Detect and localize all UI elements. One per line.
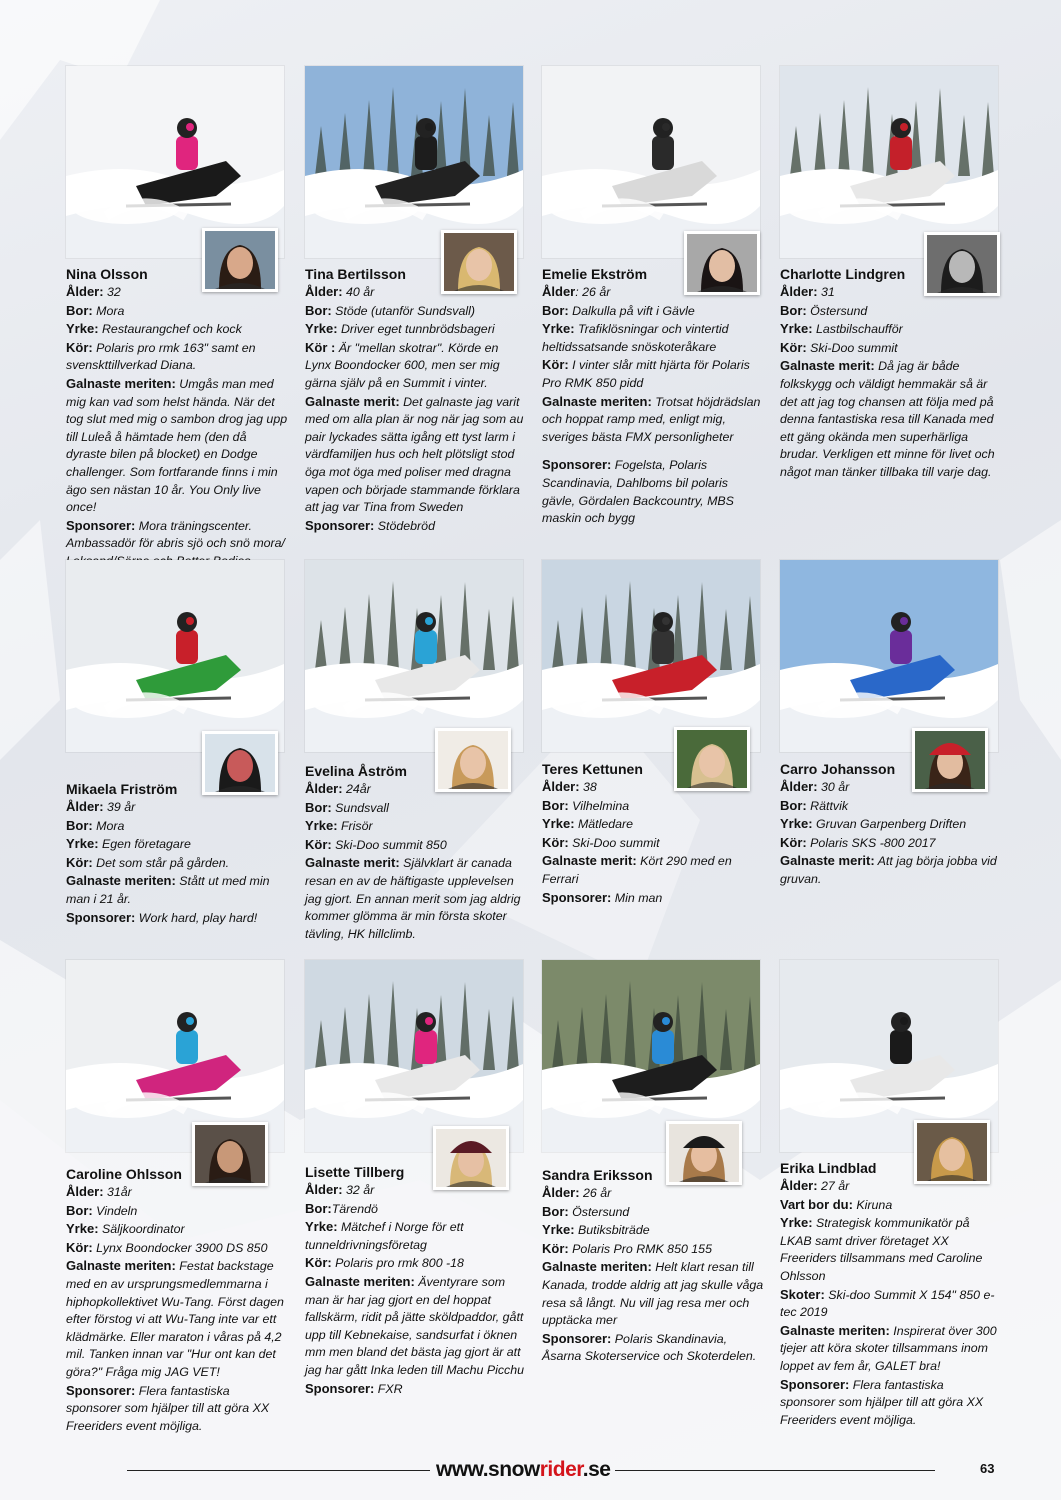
field-value: 40 år xyxy=(342,285,375,299)
field-value: 24år xyxy=(342,782,371,796)
field-label: Sponsorer: xyxy=(66,1382,136,1398)
field-value: Att jag börja jobba vid gruvan. xyxy=(780,854,997,886)
profile-field xyxy=(66,339,288,375)
field-value: Work hard, play hard! xyxy=(135,910,258,925)
profile-field xyxy=(780,339,1002,358)
field-value: Mora xyxy=(92,303,125,318)
profile-field xyxy=(66,1183,288,1202)
profile-field xyxy=(780,302,1002,321)
profile-field xyxy=(305,1273,527,1380)
field-label: Bor: xyxy=(66,1202,93,1218)
field-label: Kör: xyxy=(66,1239,93,1255)
field-label: Yrke: xyxy=(542,1222,575,1238)
field-label: Kör: xyxy=(66,854,93,870)
field-value: Mora träningscenter. Ambassadör för abris sjö och snö mora/ xyxy=(66,518,285,551)
field-value: Stöde (utanför Sundsvall) xyxy=(331,303,475,318)
field-value: Stödebröd xyxy=(374,518,435,533)
field-label: Ålder: xyxy=(780,1178,818,1193)
page-number: 63 xyxy=(980,1461,995,1476)
profile-field xyxy=(305,836,527,855)
profile-name: Charlotte Lindgren xyxy=(780,266,906,282)
field-label: Galnaste merit: xyxy=(305,393,400,409)
field-value: Polaris pro rmk 163" samt en svenskttillverkad Diana. xyxy=(66,340,256,373)
profile-info xyxy=(780,1159,1002,1429)
field-label: Galnaste merit: xyxy=(780,358,875,374)
profile-name: Evelina Åström xyxy=(305,763,407,779)
field-value: Min man xyxy=(611,890,663,905)
field-label: Kör: xyxy=(542,1240,569,1256)
profile-field xyxy=(66,320,288,339)
field-value: Fogelsta, Polaris Scandinavia, Dahlboms bil polaris gävle, Gördalen Backcountry, MBS maskin och bygg xyxy=(542,458,734,526)
field-value: Lastbilschaufför xyxy=(812,322,903,337)
profile-info xyxy=(542,265,764,528)
profile-field xyxy=(542,302,764,321)
field-label: Galnaste merit: xyxy=(780,853,875,869)
field-value: 31 xyxy=(817,285,835,299)
profile-field xyxy=(542,797,764,816)
profile-field xyxy=(66,909,288,928)
field-label: Ålder: xyxy=(542,1185,580,1200)
field-value: Det galnaste jag varit med om alla plan är nog när jag som au pair lyckades sätta igång ett tyst larm i värdfamiljen hus och helt plötsligt stod öga mot öga med poliser med dragna vapen och började stammande förklara att jag var Tina from Sweden xyxy=(305,394,524,515)
field-value: Flera fantastiska sponsorer som hjälper till att göra XX Freeriders event möjliga. xyxy=(66,1383,270,1433)
profile-name: Caroline Ohlsson xyxy=(66,1166,182,1182)
profile-field xyxy=(780,1286,1002,1322)
field-value: Dalkulla på vift i Gävle xyxy=(568,303,695,318)
field-label: Bor: xyxy=(305,799,332,815)
field-label: Kör: xyxy=(305,836,332,852)
profile-field xyxy=(305,1254,527,1273)
profile-info xyxy=(66,780,288,927)
profile-field xyxy=(780,1376,1002,1430)
field-value: 27 år xyxy=(817,1179,850,1193)
profile-field xyxy=(542,852,764,888)
profile-field xyxy=(66,1220,288,1239)
field-label: Kör: xyxy=(542,834,569,850)
profile-field xyxy=(542,778,764,797)
field-label: Sponsorer: xyxy=(66,517,136,533)
field-label: Yrke: xyxy=(780,816,813,832)
profile-field xyxy=(66,854,288,873)
field-value: Driver eget tunnbrödsbageri xyxy=(337,322,495,337)
snowmobile-photo xyxy=(542,560,760,752)
field-label: Sponsorer: xyxy=(780,1376,850,1392)
snowmobile-photo xyxy=(66,560,284,752)
profile-field xyxy=(66,872,288,908)
profile-name: Nina Olsson xyxy=(66,266,148,282)
field-label: Sponsorer: xyxy=(305,517,375,533)
profile-info xyxy=(305,265,527,535)
field-value: Ski-Doo summit xyxy=(806,340,898,355)
profile-field xyxy=(66,302,288,321)
field-label: Ålder: xyxy=(780,284,818,299)
footer-rule-left xyxy=(127,1470,430,1471)
snowmobile-photo xyxy=(780,560,998,752)
profile-info xyxy=(542,1166,764,1366)
profile-field xyxy=(542,356,764,392)
field-value: Mätchef i Norge för ett tunneldrivningsföretag xyxy=(305,1220,464,1252)
field-label: Skoter: xyxy=(780,1286,825,1302)
field-label: Bor: xyxy=(305,302,332,318)
field-label: Yrke: xyxy=(780,1215,813,1231)
profile-field xyxy=(542,834,764,853)
field-value: : 26 år xyxy=(575,285,611,299)
field-value: Säljkoordinator xyxy=(98,1222,185,1237)
field-label: Yrke: xyxy=(66,321,99,337)
field-value: Polaris Skandinavia, Åsarna Skoterservice och Skoterdelen. xyxy=(542,1331,757,1364)
field-value: Festat backstage med en av ursprungsmedlemmarna i hiphopkollektivet Wu-Tang. Först dagen efter förstog vi att Wu-Tang inte var ett klädmärke. Eller maraton i våras på 4,2 mil. Tanken innan var "Hur ont kan det göra?" Fråga mig JAG VET! xyxy=(66,1259,284,1379)
profile-field xyxy=(305,1380,527,1399)
profile-field xyxy=(305,283,527,302)
profile-field xyxy=(66,283,288,302)
field-value: Restaurangchef och kock xyxy=(98,322,242,337)
field-label: Galnaste meriten: xyxy=(66,1258,176,1274)
field-value: Vilhelmina xyxy=(568,798,630,813)
profile-name: Erika Lindblad xyxy=(780,1160,877,1176)
profile-field xyxy=(66,817,288,836)
profile-field xyxy=(66,798,288,817)
profile-field xyxy=(542,283,764,302)
profile-field xyxy=(542,393,764,447)
profile-info xyxy=(305,762,527,943)
field-value: Frisör xyxy=(337,819,373,834)
field-value: Kiruna xyxy=(852,1197,893,1212)
field-label: Sponsorer: xyxy=(542,889,612,905)
profile-field xyxy=(780,283,1002,302)
profile-field xyxy=(305,1218,527,1254)
field-label: Ålder: xyxy=(305,781,343,796)
site-logo-prefix: www.snow xyxy=(436,1458,540,1481)
field-label: Kör: xyxy=(780,339,807,355)
field-label: Sponsorer: xyxy=(66,909,136,925)
profile-field xyxy=(66,375,288,517)
field-label: Bor: xyxy=(66,817,93,833)
profile-name: Lisette Tillberg xyxy=(305,1164,405,1180)
field-value: FXR xyxy=(374,1381,403,1396)
profile-field xyxy=(305,517,527,536)
field-label: Ålder: xyxy=(542,779,580,794)
profile-field xyxy=(542,1203,764,1222)
profile-field xyxy=(305,320,527,339)
field-value: Helt klart resan till Kanada, trodde aldrig att jag skulle våga resa så långt. Nu vill jag resa mer och upptäcka mer xyxy=(542,1260,764,1328)
profile-field xyxy=(305,339,527,393)
field-label: Kör: xyxy=(305,1255,332,1271)
profile-field xyxy=(305,854,527,943)
field-label: Sponsorer: xyxy=(305,1380,375,1396)
field-value: 38 xyxy=(579,780,597,794)
profile-name: Tina Bertilsson xyxy=(305,266,406,282)
profile-info xyxy=(780,760,1002,889)
site-logo xyxy=(436,1458,610,1482)
field-label: Yrke: xyxy=(305,321,338,337)
field-label: Galnaste meriten: xyxy=(780,1322,890,1338)
field-label: Bor: xyxy=(780,302,807,318)
field-value: Rättvik xyxy=(806,798,849,813)
field-value: Trotsat höjdrädslan och hoppat ramp med, enligt mig, sveriges bästa FMX personligheter xyxy=(542,394,761,444)
profile-field xyxy=(780,852,1002,888)
field-value: Mora xyxy=(92,818,125,833)
field-label: Galnaste meriten: xyxy=(542,393,652,409)
profile-field xyxy=(542,815,764,834)
field-value: Då jag är både folkskygg och väldigt hemmakär så är det att jag tog chansen att följa med på denna fantastiska resa till Kanada med ett gäng okända men superhärliga brudar. Verkligen ett minne för livet och något man tänker tillbaka till varje dag. xyxy=(780,359,995,479)
profile-info xyxy=(66,1165,288,1435)
profile-field xyxy=(66,835,288,854)
field-value: 32 xyxy=(103,285,121,299)
field-value: Polaris Pro RMK 850 155 xyxy=(568,1241,712,1256)
profile-field xyxy=(780,778,1002,797)
field-value: Kört 290 med en Ferrari xyxy=(542,854,732,886)
profile-field xyxy=(305,780,527,799)
field-value: Vindeln xyxy=(92,1203,138,1218)
profile-field xyxy=(66,1239,288,1258)
profile-field xyxy=(305,1181,527,1200)
field-label: Bor: xyxy=(542,797,569,813)
profile-field xyxy=(542,1330,764,1366)
field-value: Stått ut med min man i 21 år. xyxy=(66,874,270,906)
snowmobile-photo xyxy=(305,560,523,752)
profile-info xyxy=(780,265,1002,482)
field-value: Ski-Doo summit xyxy=(568,835,660,850)
profile-field xyxy=(305,817,527,836)
field-label: Galnaste meriten: xyxy=(305,1273,415,1289)
profile-field xyxy=(780,797,1002,816)
field-label: Bor: xyxy=(305,1200,332,1216)
field-value: Ski-Doo summit 850 xyxy=(331,837,447,852)
profile-field xyxy=(542,320,764,356)
profile-field xyxy=(780,834,1002,853)
profile-field xyxy=(780,357,1002,481)
field-value: Inspirerat över 300 tjejer att köra skoter tillsammans inom loppet av fem år, GALET bra! xyxy=(780,1323,997,1373)
field-label: Vart bor du: xyxy=(780,1196,853,1212)
field-label: Ålder xyxy=(542,284,576,299)
field-label: Yrke: xyxy=(305,1219,338,1235)
profile-name: Mikaela Friström xyxy=(66,781,178,797)
profile-field xyxy=(542,1258,764,1329)
field-value: Det som står på gården. xyxy=(92,855,230,870)
profile-info xyxy=(542,760,764,907)
profile-field xyxy=(542,889,764,908)
field-label: Kör: xyxy=(542,357,569,373)
field-value: Flera fantastiska sponsorer som hjälper till att göra XX Freeriders event möjliga. xyxy=(780,1377,984,1427)
profile-field xyxy=(542,1221,764,1240)
profile-field xyxy=(305,799,527,818)
field-label: Kör: xyxy=(780,834,807,850)
footer-rule-right xyxy=(615,1470,935,1471)
field-value: Östersund xyxy=(806,303,868,318)
field-value: Trafiklösningar och vintertid heltidssatsande snöskoteråkare xyxy=(542,322,729,354)
profile-field xyxy=(66,1257,288,1381)
field-label: Galnaste merit: xyxy=(305,855,400,871)
profile-field xyxy=(542,1240,764,1259)
profile-field xyxy=(542,1184,764,1203)
field-value: I vinter slår mitt hjärta för Polaris Pro RMK 850 pidd xyxy=(542,358,750,390)
profile-field xyxy=(780,1177,1002,1196)
field-label: Kör: xyxy=(66,339,93,355)
field-value: Strategisk kommunikatör på LKAB samt driver företaget XX Freeriders tillsammans med Caroline Ohlsson xyxy=(780,1216,983,1283)
profile-field xyxy=(780,1322,1002,1376)
field-label: Kör : xyxy=(305,339,336,355)
field-label: Yrke: xyxy=(305,818,338,834)
field-label: Galnaste meriten: xyxy=(66,873,176,889)
field-label: Galnaste meriten: xyxy=(66,375,176,391)
site-logo-suffix: .se xyxy=(582,1458,611,1481)
profile-name: Carro Johansson xyxy=(780,761,896,777)
field-value: Tärendö xyxy=(331,1201,378,1216)
profile-field xyxy=(780,815,1002,834)
field-spacer xyxy=(542,446,764,456)
field-value: Sundsvall xyxy=(331,800,389,815)
field-value: 30 år xyxy=(817,780,850,794)
field-value: 26 år xyxy=(579,1186,612,1200)
field-label: Yrke: xyxy=(780,321,813,337)
field-value: Egen företagare xyxy=(98,837,191,852)
field-value: Lynx Boondocker 3900 DS 850 xyxy=(92,1240,268,1255)
snowmobile-photo xyxy=(305,960,523,1152)
profile-info xyxy=(66,265,288,571)
profile-field xyxy=(66,1382,288,1436)
field-label: Bor: xyxy=(66,302,93,318)
field-value: 32 år xyxy=(342,1183,375,1197)
snowmobile-rider-photo xyxy=(780,66,998,258)
field-label: Galnaste meriten: xyxy=(542,1259,652,1275)
field-label: Ålder: xyxy=(305,1182,343,1197)
profile-field xyxy=(780,320,1002,339)
profile-name: Emelie Ekström xyxy=(542,266,648,282)
field-label: Ålder: xyxy=(780,779,818,794)
profile-field xyxy=(66,1202,288,1221)
profile-field xyxy=(305,302,527,321)
field-label: Galnaste merit: xyxy=(542,853,637,869)
field-value: 39 år xyxy=(103,800,136,814)
site-logo-accent: rider xyxy=(539,1458,583,1481)
field-label: Yrke: xyxy=(542,816,575,832)
profile-field xyxy=(780,1214,1002,1285)
field-value: Mätledare xyxy=(574,817,634,832)
field-label: Ålder: xyxy=(305,284,343,299)
profile-field xyxy=(780,1196,1002,1215)
profile-field xyxy=(305,393,527,517)
field-label: Yrke: xyxy=(66,836,99,852)
field-value: Polaris pro rmk 800 -18 xyxy=(331,1256,464,1271)
snowmobile-powder-photo xyxy=(542,66,760,258)
field-value: Butiksbiträde xyxy=(574,1223,650,1238)
field-value: Umgås man med mig kan vad som helst hända. När det tog slut med mig o sambon drog jag upp till Luleå å hämtade hem (den då dyraste bilen på blocket) en Dodge challenger. Som fortfarande finns i min ägo sen nästan 10 år. You Only live once! xyxy=(66,376,288,515)
field-label: Ålder: xyxy=(66,799,104,814)
profile-field xyxy=(542,456,764,527)
field-value: Polaris SKS -800 2017 xyxy=(806,835,936,850)
profile-name: Sandra Eriksson xyxy=(542,1167,653,1183)
field-label: Yrke: xyxy=(542,321,575,337)
profile-name: Teres Kettunen xyxy=(542,761,643,777)
field-value: Östersund xyxy=(568,1204,630,1219)
field-label: Bor: xyxy=(542,302,569,318)
field-value: Är "mellan skotrar". Körde en Lynx Boondocker 600, men ser mig gärna själv på en Summit i vinter. xyxy=(305,340,500,390)
profile-field xyxy=(305,1200,527,1219)
field-label: Sponsorer: xyxy=(542,1330,612,1346)
field-value: Äventyrare som man är har jag gjort en del hoppat fallskärm, ridit på jätte sköldpaddor, gått upp till Kebnekaise, sandsurfat i öknen mm men bland det bästa jag gjort är att jag har gått Inka leden till Machu Picchu xyxy=(305,1274,525,1377)
field-label: Bor: xyxy=(542,1203,569,1219)
field-value: Gruvan Garpenberg Driften xyxy=(812,817,967,832)
field-value: Ski-doo Summit X 154" 850 e-tec 2019 xyxy=(780,1287,995,1320)
field-label: Ålder: xyxy=(66,1184,104,1199)
field-value: Självklart är canada resan en av de häftigaste upplevelsen jag gjort. En annan merit som jag aldrig kommer glömma är min första skoter tävling, HK hillclimb. xyxy=(305,856,521,941)
field-value: 31år xyxy=(103,1185,132,1199)
field-label: Ålder: xyxy=(66,284,104,299)
field-label: Bor: xyxy=(780,797,807,813)
field-label: Sponsorer: xyxy=(542,457,612,473)
field-label: Yrke: xyxy=(66,1221,99,1237)
profile-info xyxy=(305,1163,527,1398)
